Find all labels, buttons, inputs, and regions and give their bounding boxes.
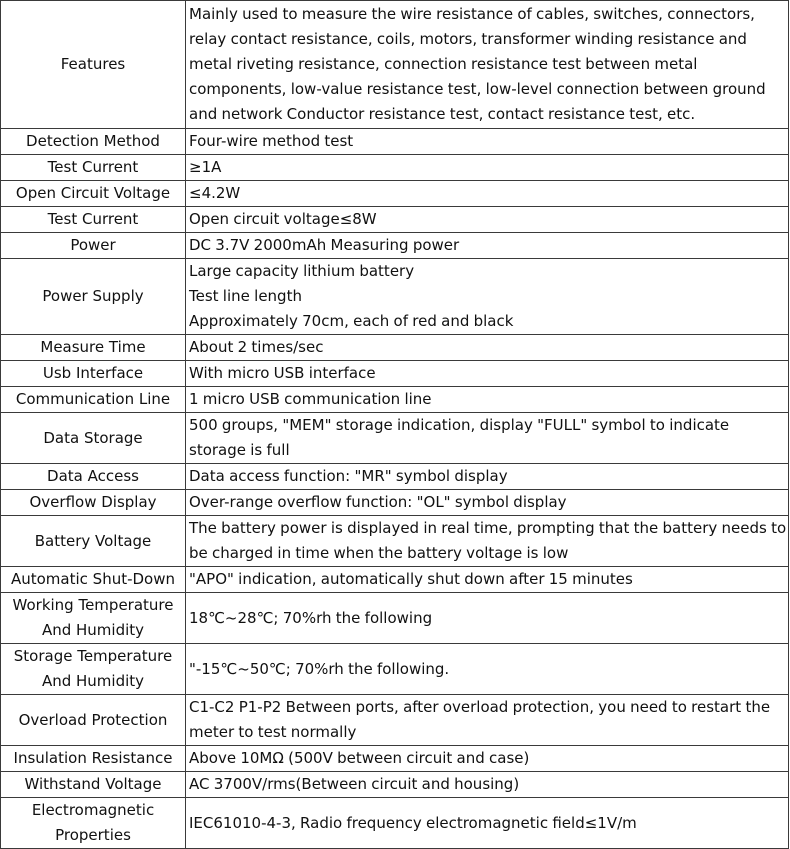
spec-value-line: "-15℃~50℃; 70%rh the following. xyxy=(189,659,450,678)
spec-label-cell: Withstand Voltage xyxy=(1,772,186,798)
spec-label-cell: Data Storage xyxy=(1,413,186,464)
spec-value-cell xyxy=(186,695,789,746)
spec-label-cell: Test Current xyxy=(1,207,186,233)
spec-value-line: metal riveting resistance, connection resistance test between metal xyxy=(189,55,698,73)
spec-label-line: Storage Temperature xyxy=(13,647,173,665)
spec-value-cell xyxy=(186,207,789,233)
table-row xyxy=(1,516,789,567)
spec-value-line: Open circuit voltage≤8W xyxy=(189,210,377,228)
spec-value-cell xyxy=(186,567,789,593)
spec-value-line: C1-C2 P1-P2 Between ports, after overload protection, you need to restart the xyxy=(189,698,771,716)
table-row xyxy=(1,593,789,644)
spec-value-cell xyxy=(186,490,789,516)
spec-value-line: ≥1A xyxy=(189,158,222,176)
spec-label-line: Electromagnetic xyxy=(31,801,155,819)
spec-value-line: 18℃~28℃; 70%rh the following xyxy=(189,608,433,627)
spec-label-cell: Open Circuit Voltage xyxy=(1,181,186,207)
spec-value-cell xyxy=(186,798,789,849)
spec-value-line: About 2 times/sec xyxy=(189,338,324,356)
spec-value-line: storage is full xyxy=(189,441,290,459)
table-row xyxy=(1,464,789,490)
table-row xyxy=(1,387,789,413)
table-row xyxy=(1,233,789,259)
spec-value-cell xyxy=(186,464,789,490)
spec-value-line: ≤4.2W xyxy=(189,184,241,202)
spec-value-cell xyxy=(186,516,789,567)
spec-value-line: IEC61010-4-3, Radio frequency electromagnetic field≤1V/m xyxy=(189,813,637,832)
spec-value-line: DC 3.7V 2000mAh Measuring power xyxy=(189,236,460,254)
spec-label-cell: Usb Interface xyxy=(1,361,186,387)
spec-label-cell: Communication Line xyxy=(1,387,186,413)
table-row xyxy=(1,155,789,181)
spec-value-line: Four-wire method test xyxy=(189,132,354,150)
spec-value-line: "APO" indication, automatically shut down after 15 minutes xyxy=(189,570,633,588)
spec-label-cell: Insulation Resistance xyxy=(1,746,186,772)
spec-value-cell xyxy=(186,361,789,387)
table-row xyxy=(1,490,789,516)
spec-label-line: Properties xyxy=(55,826,131,844)
spec-value-cell xyxy=(186,746,789,772)
table-row xyxy=(1,798,789,849)
spec-value-cell xyxy=(186,233,789,259)
spec-value-line: 1 micro USB communication line xyxy=(189,390,432,408)
spec-label-cell: Detection Method xyxy=(1,129,186,155)
table-row xyxy=(1,259,789,335)
spec-label-cell xyxy=(1,593,186,644)
spec-label-cell: Overflow Display xyxy=(1,490,186,516)
spec-value-line: Above 10MΩ (500V between circuit and case) xyxy=(189,749,530,767)
spec-value-line: Data access function: "MR" symbol display xyxy=(189,467,508,485)
spec-label-cell: Automatic Shut-Down xyxy=(1,567,186,593)
spec-label-cell: Power Supply xyxy=(1,259,186,335)
spec-value-line: With micro USB interface xyxy=(189,364,376,382)
table-row xyxy=(1,181,789,207)
spec-value-line: Large capacity lithium battery xyxy=(189,262,415,280)
spec-label-cell: Data Access xyxy=(1,464,186,490)
spec-value-cell xyxy=(186,772,789,798)
spec-value-line: components, low-value resistance test, low-level connection between ground xyxy=(189,80,766,98)
spec-value-cell xyxy=(186,335,789,361)
table-row xyxy=(1,361,789,387)
spec-value-line: Over-range overflow function: "OL" symbol display xyxy=(189,493,567,511)
spec-value-cell xyxy=(186,413,789,464)
spec-value-cell xyxy=(186,1,789,129)
spec-value-line: The battery power is displayed in real time, prompting that the battery needs to xyxy=(189,519,787,537)
table-row xyxy=(1,207,789,233)
spec-value-line: 500 groups, "MEM" storage indication, display "FULL" symbol to indicate xyxy=(189,416,730,434)
spec-label-cell xyxy=(1,798,186,849)
table-row xyxy=(1,335,789,361)
spec-value-line: and network Conductor resistance test, contact resistance test, etc. xyxy=(189,105,696,123)
specification-table-body xyxy=(1,1,789,849)
spec-value-cell xyxy=(186,387,789,413)
spec-label-cell: Power xyxy=(1,233,186,259)
table-row xyxy=(1,1,789,129)
spec-value-line: Approximately 70cm, each of red and black xyxy=(189,312,514,330)
table-row xyxy=(1,413,789,464)
spec-label-line: And Humidity xyxy=(41,672,145,690)
spec-label-line: Working Temperature xyxy=(12,596,174,614)
spec-label-cell: Features xyxy=(1,1,186,129)
spec-label-cell: Overload Protection xyxy=(1,695,186,746)
spec-value-line: meter to test normally xyxy=(189,723,357,741)
table-row xyxy=(1,567,789,593)
spec-value-cell xyxy=(186,593,789,644)
table-row xyxy=(1,772,789,798)
spec-value-cell xyxy=(186,181,789,207)
spec-label-cell: Test Current xyxy=(1,155,186,181)
spec-value-cell xyxy=(186,129,789,155)
spec-value-cell xyxy=(186,155,789,181)
table-row xyxy=(1,695,789,746)
spec-value-cell xyxy=(186,259,789,335)
spec-value-cell xyxy=(186,644,789,695)
spec-value-line: be charged in time when the battery voltage is low xyxy=(189,544,569,562)
spec-label-line: And Humidity xyxy=(41,621,145,639)
spec-value-line: Mainly used to measure the wire resistance of cables, switches, connectors, xyxy=(189,5,755,23)
spec-value-line: Test line length xyxy=(189,287,302,305)
table-row xyxy=(1,746,789,772)
table-row xyxy=(1,129,789,155)
spec-value-line: AC 3700V/rms(Between circuit and housing) xyxy=(189,775,520,793)
spec-label-cell: Measure Time xyxy=(1,335,186,361)
spec-label-cell: Battery Voltage xyxy=(1,516,186,567)
spec-value-line: relay contact resistance, coils, motors, transformer winding resistance and xyxy=(189,30,747,48)
spec-label-cell xyxy=(1,644,186,695)
table-row xyxy=(1,644,789,695)
